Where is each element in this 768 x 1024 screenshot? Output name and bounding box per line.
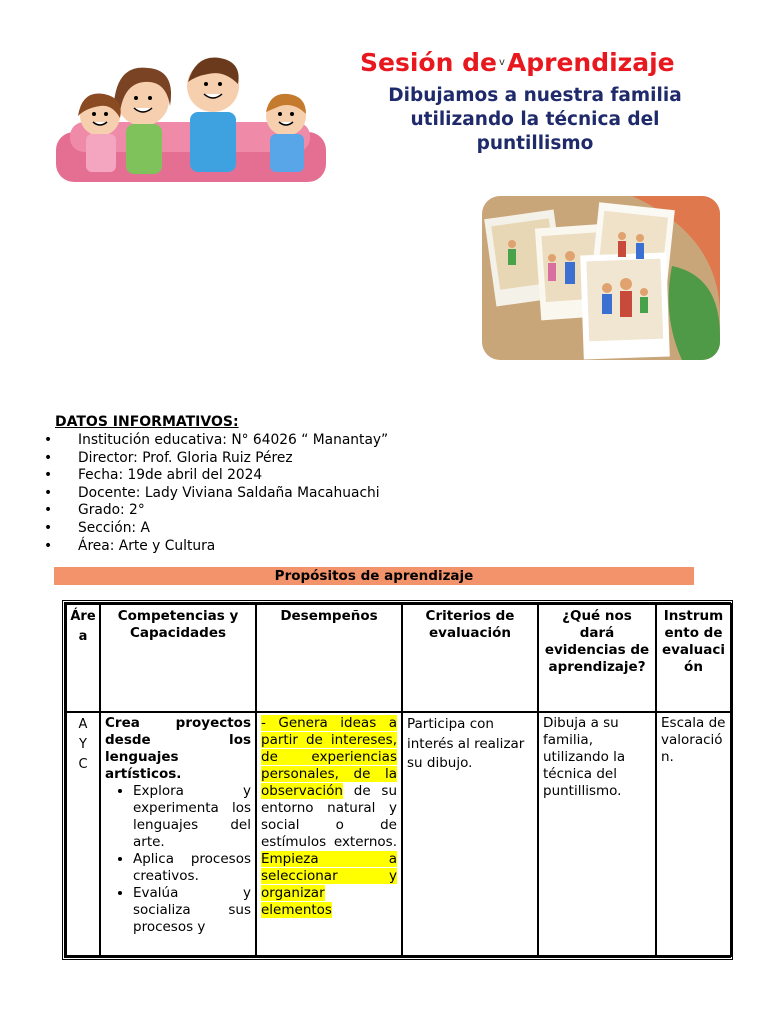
datos-heading: DATOS INFORMATIVOS:	[55, 414, 239, 430]
table-header-row	[66, 604, 731, 712]
family-illustration	[48, 50, 348, 190]
datos-item-institucion: • Institución educativa: N° 64026 “ Manantay”	[44, 432, 388, 450]
table-row	[66, 712, 731, 956]
learning-table	[62, 600, 733, 960]
datos-item-grado: • Grado: 2°	[44, 502, 388, 520]
datos-item-seccion: • Sección: A	[44, 520, 388, 538]
desempeno-highlight-1: - Genera ideas a partir de intereses, de experiencias personales, de la observación	[261, 715, 397, 799]
header-competencias: Competencias y Capacidades	[100, 604, 256, 712]
datos-list	[44, 432, 388, 555]
instrumento-cell: Escala de valoración.	[656, 712, 731, 956]
datos-item-fecha: • Fecha: 19de abril del 2024	[44, 467, 388, 485]
desempeno-cell	[256, 712, 402, 956]
header-area: Área	[66, 604, 100, 712]
datos-item-area: • Área: Arte y Cultura	[44, 538, 388, 556]
purpose-heading: Propósitos de aprendizaje	[54, 567, 694, 585]
title-mark: v	[498, 57, 505, 68]
area-letter: C	[78, 757, 88, 772]
page-subtitle: Dibujamos a nuestra familia utilizando la técnica del puntillismo	[388, 85, 682, 154]
header-instrumento: Instrumento de evaluación	[656, 604, 731, 712]
capacidad-item: • Aplica procesos creativos.	[133, 851, 251, 885]
desempeno-text: de su entorno natural y social o de estímulos externos.	[261, 783, 397, 850]
capacidad-item: • Evalúa y socializa sus procesos y	[133, 885, 251, 936]
title-part-2: Aprendizaje	[506, 48, 675, 77]
evidencia-cell: Dibuja a su familia, utilizando la técnica del puntillismo.	[538, 712, 656, 956]
area-cell	[66, 712, 100, 956]
area-letter: Y	[79, 737, 87, 752]
competencia-cell	[100, 712, 256, 956]
capacidad-item: • Explora y experimenta los lenguajes del arte.	[133, 783, 251, 851]
header-criterios: Criterios de evaluación	[402, 604, 538, 712]
title-part-1: Sesión de	[360, 48, 497, 77]
header-evidencias: ¿Qué nos dará evidencias de aprendizaje?	[538, 604, 656, 712]
datos-item-director: • Director: Prof. Gloria Ruiz Pérez	[44, 450, 388, 468]
datos-item-docente: • Docente: Lady Viviana Saldaña Macahuachi	[44, 485, 388, 503]
header-desempenos: Desempeños	[256, 604, 402, 712]
family-drawings-photo	[482, 196, 720, 360]
criterio-cell: Participa con interés al realizar su dibujo.	[402, 712, 538, 956]
competencia-title: Crea proyectos desde los lenguajes artísticos.	[105, 715, 251, 782]
desempeno-highlight-2: Empieza a seleccionar y organizar elementos	[261, 851, 397, 918]
capacidades-list	[105, 783, 251, 936]
area-letter: A	[78, 717, 88, 732]
page-title	[360, 48, 675, 77]
